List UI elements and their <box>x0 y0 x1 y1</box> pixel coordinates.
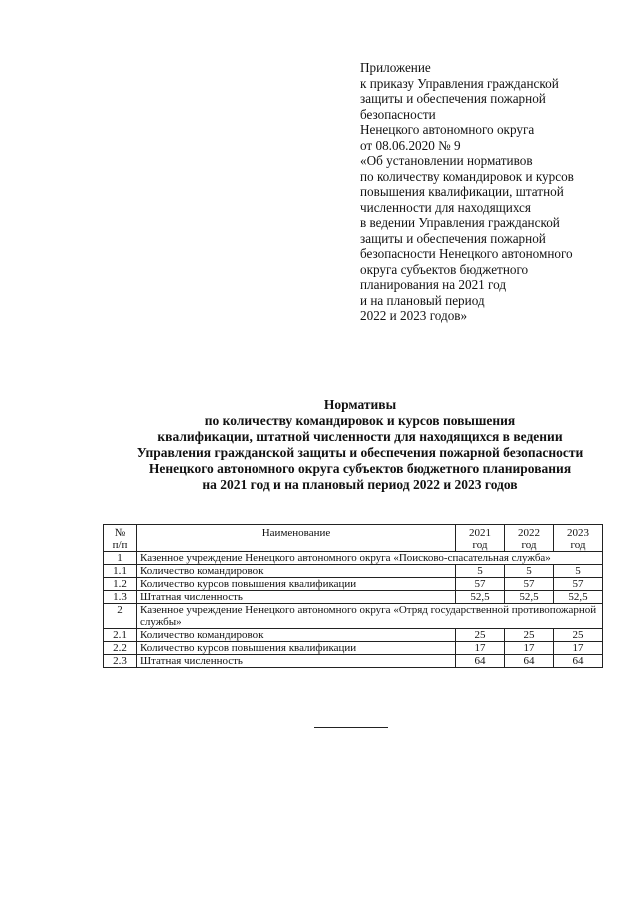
row-num: 2.3 <box>104 655 137 668</box>
appendix-line: от 08.06.2020 № 9 <box>360 137 461 153</box>
table-row <box>104 642 603 655</box>
appendix-line: защиты и обеспечения пожарной <box>360 91 546 106</box>
table-row <box>104 591 603 604</box>
row-num: 1.2 <box>104 578 137 591</box>
title-line: по количеству командировок и курсов повышения <box>204 413 516 428</box>
header-year: 2021 <box>469 527 491 539</box>
cell-2023: 17 <box>554 642 603 655</box>
appendix-line: «Об установлении нормативов <box>360 153 533 168</box>
row-name: Количество курсов повышения квалификации <box>137 642 456 655</box>
header-num-line1: № <box>114 527 126 539</box>
header-year-unit: год <box>570 539 586 551</box>
row-name: Штатная численность <box>137 591 456 604</box>
appendix-line: численности для находящихся <box>360 199 531 215</box>
cell-2023: 64 <box>554 655 603 668</box>
row-name: Количество командировок <box>137 629 456 642</box>
header-year: 2023 <box>567 527 589 539</box>
row-num: 2.2 <box>104 642 137 655</box>
cell-2021: 64 <box>456 655 505 668</box>
title-line: Управления гражданской защиты и обеспечения пожарной безопасности <box>136 445 584 460</box>
norms-table <box>103 524 603 668</box>
cell-2023: 52,5 <box>554 591 603 604</box>
row-group-name: Казенное учреждение Ненецкого автономного округа «Поисково-спасательная служба» <box>137 552 603 565</box>
cell-2022: 17 <box>505 642 554 655</box>
cell-2023: 5 <box>554 565 603 578</box>
appendix-line: округа субъектов бюджетного <box>360 261 529 277</box>
cell-2022: 52,5 <box>505 591 554 604</box>
title-line: Ненецкого автономного округа субъектов бюджетного планирования <box>148 461 572 476</box>
header-2021 <box>456 525 505 552</box>
cell-2021: 5 <box>456 565 505 578</box>
appendix-line: Приложение <box>360 60 431 75</box>
row-num: 1 <box>104 552 137 565</box>
appendix-line: 2022 и 2023 годов» <box>360 308 468 323</box>
appendix-line: планирования на 2021 год <box>360 277 507 292</box>
table-row <box>104 552 603 565</box>
appendix-line: защиты и обеспечения пожарной <box>360 230 546 246</box>
cell-2021: 25 <box>456 629 505 642</box>
table-row <box>104 604 603 629</box>
appendix-line: к приказу Управления гражданской <box>360 75 559 91</box>
header-year-unit: год <box>472 539 488 551</box>
row-num: 1.1 <box>104 565 137 578</box>
table-row <box>104 655 603 668</box>
cell-2023: 25 <box>554 629 603 642</box>
table-row <box>104 578 603 591</box>
cell-2022: 64 <box>505 655 554 668</box>
row-num: 2.1 <box>104 629 137 642</box>
title-line: Нормативы <box>323 397 397 412</box>
table-header-row <box>104 525 603 552</box>
appendix-line: безопасности <box>360 106 436 122</box>
table-row <box>104 629 603 642</box>
row-name: Количество курсов повышения квалификации <box>137 578 456 591</box>
cell-2022: 5 <box>505 565 554 578</box>
title-line: квалификации, штатной численности для находящихся в ведении <box>157 429 563 444</box>
cell-2022: 57 <box>505 578 554 591</box>
row-name: Количество командировок <box>137 565 456 578</box>
document-title <box>80 397 640 493</box>
cell-2021: 52,5 <box>456 591 505 604</box>
header-year: 2022 <box>518 527 540 539</box>
header-num <box>104 525 137 552</box>
closing-divider <box>314 727 388 728</box>
cell-2022: 25 <box>505 629 554 642</box>
header-name: Наименование <box>137 525 456 552</box>
row-num: 1.3 <box>104 591 137 604</box>
row-num: 2 <box>104 604 137 629</box>
title-line: на 2021 год и на плановый период 2022 и 2023 годов <box>202 477 518 492</box>
header-2023 <box>554 525 603 552</box>
header-year-unit: год <box>521 539 537 551</box>
row-name: Штатная численность <box>137 655 456 668</box>
appendix-line: Ненецкого автономного округа <box>360 122 535 137</box>
appendix-line: безопасности Ненецкого автономного <box>360 246 573 261</box>
cell-2021: 17 <box>456 642 505 655</box>
appendix-line: повышения квалификации, штатной <box>360 184 564 199</box>
appendix-line: по количеству командировок и курсов <box>360 168 574 184</box>
cell-2021: 57 <box>456 578 505 591</box>
appendix-block <box>360 60 630 324</box>
header-2022 <box>505 525 554 552</box>
row-group-name: Казенное учреждение Ненецкого автономного округа «Отряд государственной противопожарной службы» <box>137 604 603 629</box>
header-num-line2: п/п <box>112 539 128 551</box>
appendix-line: и на плановый период <box>360 292 485 308</box>
table-row <box>104 565 603 578</box>
cell-2023: 57 <box>554 578 603 591</box>
appendix-line: в ведении Управления гражданской <box>360 215 560 230</box>
